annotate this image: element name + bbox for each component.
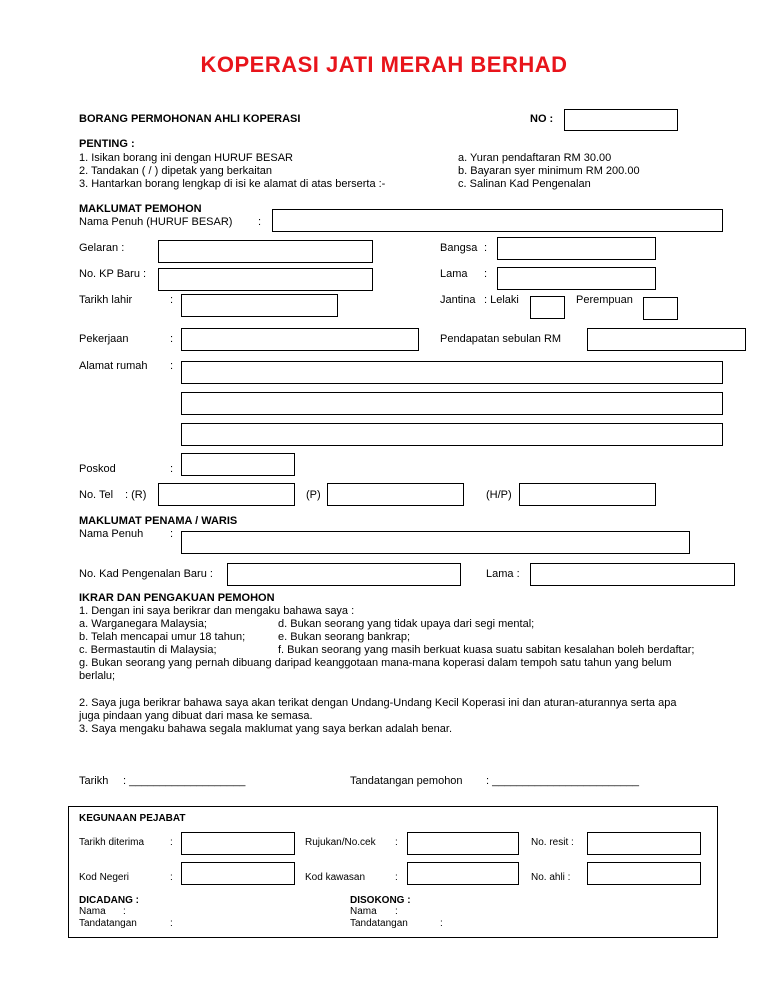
colon: :	[170, 360, 174, 372]
declaration-intro: 1. Dengan ini saya berikrar dan mengaku bahawa saya :	[79, 605, 355, 617]
declaration-item: c. Bermastautin di Malaysia;	[79, 644, 217, 656]
nominee-old-ic-label: Lama :	[486, 568, 520, 580]
tel-mobile-input[interactable]	[519, 483, 656, 506]
postcode-label: Poskod	[79, 463, 116, 475]
state-code-input[interactable]	[181, 862, 295, 885]
attachment-item: b. Bayaran syer minimum RM 200.00	[458, 165, 640, 177]
nominee-old-ic-input[interactable]	[530, 563, 735, 586]
declaration-item: e. Bukan seorang bankrap;	[278, 631, 411, 643]
date-line[interactable]: : ___________________	[123, 775, 246, 787]
form-no-field[interactable]	[564, 109, 678, 131]
income-input[interactable]	[587, 328, 746, 351]
reference-input[interactable]	[407, 832, 519, 855]
nominee-name-input[interactable]	[181, 531, 690, 554]
title-label: Gelaran :	[79, 242, 125, 254]
proposed-heading: DICADANG :	[79, 895, 139, 906]
proposed-signature-label: Tandatangan	[79, 918, 137, 929]
date-received-input[interactable]	[181, 832, 295, 855]
important-item: 3. Hantarkan borang lengkap di isi ke alamat di atas berserta :-	[79, 178, 386, 190]
address-line-3[interactable]	[181, 423, 723, 446]
colon: :	[170, 333, 174, 345]
dob-input[interactable]	[181, 294, 338, 317]
declaration-heading: IKRAR DAN PENGAKUAN PEMOHON	[79, 592, 275, 604]
state-code-label: Kod Negeri	[79, 872, 130, 883]
colon: :	[123, 906, 126, 917]
attachment-item: c. Salinan Kad Pengenalan	[458, 178, 591, 190]
male-label: : Lelaki	[484, 294, 519, 306]
office-heading: KEGUNAAN PEJABAT	[79, 813, 186, 824]
income-label: Pendapatan sebulan RM	[440, 333, 562, 345]
colon: :	[484, 242, 488, 254]
race-label: Bangsa	[440, 242, 478, 254]
postcode-input[interactable]	[181, 453, 295, 476]
declaration-item: d. Bukan seorang yang tidak upaya dari segi mental;	[278, 618, 535, 630]
colon: :	[170, 872, 173, 883]
occupation-label: Pekerjaan	[79, 333, 129, 345]
address-label: Alamat rumah	[79, 360, 148, 372]
tel-hp-label: (H/P)	[486, 489, 512, 501]
tel-home-input[interactable]	[158, 483, 295, 506]
member-no-input[interactable]	[587, 862, 701, 885]
reference-label: Rujukan/No.cek	[305, 837, 376, 848]
new-ic-input[interactable]	[158, 268, 373, 291]
form-no-label: NO :	[530, 113, 554, 125]
date-received-label: Tarikh diterima	[79, 837, 145, 848]
colon: :	[484, 268, 488, 280]
nominee-ic-input[interactable]	[227, 563, 461, 586]
colon: :	[170, 918, 173, 929]
tel-office-input[interactable]	[327, 483, 464, 506]
area-code-label: Kod kawasan	[305, 872, 366, 883]
title-input[interactable]	[158, 240, 373, 263]
colon: :	[170, 837, 173, 848]
seconded-name-label: Nama	[350, 906, 377, 917]
nominee-ic-label: No. Kad Pengenalan Baru :	[79, 568, 213, 580]
full-name-label: Nama Penuh (HURUF BESAR)	[79, 216, 233, 228]
declaration-item: a. Warganegara Malaysia;	[79, 618, 207, 630]
male-checkbox[interactable]	[530, 296, 565, 319]
tel-r-label: : (R)	[125, 489, 147, 501]
old-ic-input[interactable]	[497, 267, 656, 290]
race-input[interactable]	[497, 237, 656, 260]
address-line-2[interactable]	[181, 392, 723, 415]
colon: :	[395, 837, 398, 848]
seconded-heading: DISOKONG :	[350, 895, 411, 906]
colon: :	[395, 872, 398, 883]
attachment-item: a. Yuran pendaftaran RM 30.00	[458, 152, 612, 164]
important-item: 2. Tandakan ( / ) dipetak yang berkaitan	[79, 165, 273, 177]
colon: :	[170, 463, 174, 475]
nominee-heading: MAKLUMAT PENAMA / WARIS	[79, 515, 238, 527]
full-name-input[interactable]	[272, 209, 723, 232]
declaration-paragraph: 3. Saya mengaku bahawa segala maklumat yang saya berkan adalah benar.	[79, 723, 453, 735]
gender-label: Jantina	[440, 294, 476, 306]
colon: :	[170, 528, 174, 540]
tel-label: No. Tel	[79, 489, 114, 501]
declaration-item: f. Bukan seorang yang masih berkuat kuasa suatu sabitan kesalahan boleh berdaftar;	[278, 644, 695, 656]
declaration-item: berlalu;	[79, 670, 116, 682]
female-label: Perempuan	[576, 294, 633, 306]
declaration-item: b. Telah mencapai umur 18 tahun;	[79, 631, 246, 643]
declaration-paragraph: juga pindaan yang dibuat dari masa ke semasa.	[79, 710, 313, 722]
applicant-heading: MAKLUMAT PEMOHON	[79, 203, 202, 215]
member-no-label: No. ahli :	[531, 872, 571, 883]
tel-p-label: (P)	[306, 489, 321, 501]
colon: :	[440, 918, 443, 929]
address-line-1[interactable]	[181, 361, 723, 384]
area-code-input[interactable]	[407, 862, 519, 885]
applicant-signature-line[interactable]: : ________________________	[486, 775, 639, 787]
old-ic-label: Lama	[440, 268, 468, 280]
proposed-name-label: Nama	[79, 906, 106, 917]
colon: :	[258, 216, 262, 228]
declaration-paragraph: 2. Saya juga berikrar bahawa saya akan terikat dengan Undang-Undang Kecil Koperasi ini dan aturan-aturannya serta apa	[79, 697, 677, 709]
dob-label: Tarikh lahir	[79, 294, 133, 306]
form-name: BORANG PERMOHONAN AHLI KOPERASI	[79, 113, 301, 125]
important-heading: PENTING :	[79, 138, 135, 150]
form-title: KOPERASI JATI MERAH BERHAD	[200, 52, 568, 77]
applicant-signature-label: Tandatangan pemohon	[350, 775, 463, 787]
receipt-input[interactable]	[587, 832, 701, 855]
nominee-name-label: Nama Penuh	[79, 528, 144, 540]
receipt-label: No. resit :	[531, 837, 574, 848]
colon: :	[170, 294, 174, 306]
declaration-item: g. Bukan seorang yang pernah dibuang daripad keanggotaan mana-mana koperasi dalam tempoh satu tahun yang belum	[79, 657, 672, 669]
seconded-signature-label: Tandatangan	[350, 918, 408, 929]
occupation-input[interactable]	[181, 328, 419, 351]
colon: :	[395, 906, 398, 917]
female-checkbox[interactable]	[643, 297, 678, 320]
important-item: 1. Isikan borang ini dengan HURUF BESAR	[79, 152, 293, 164]
new-ic-label: No. KP Baru :	[79, 268, 147, 280]
date-label: Tarikh	[79, 775, 109, 787]
